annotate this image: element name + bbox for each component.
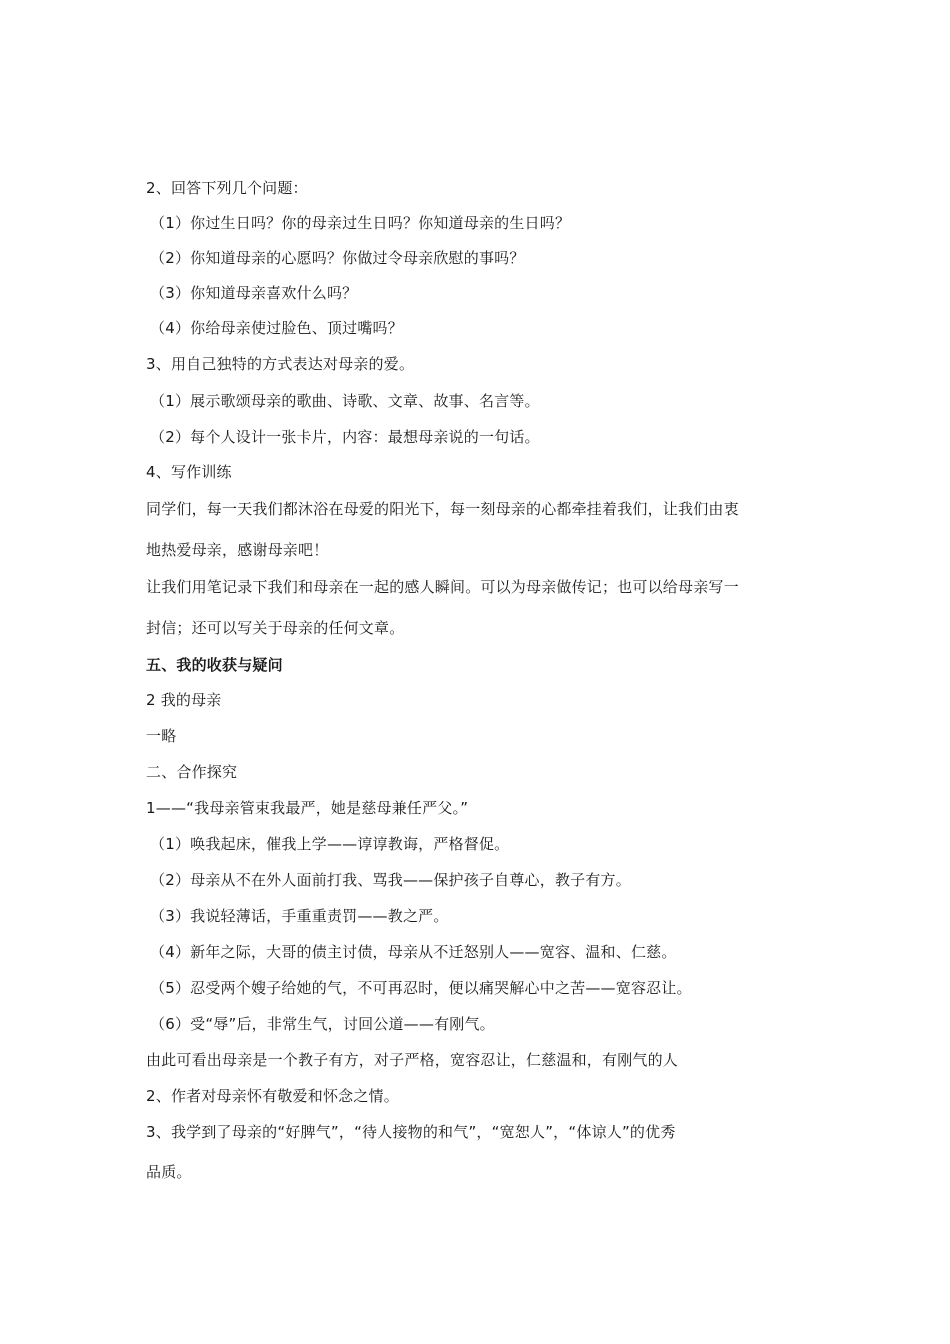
lesson-title: 2 我的母亲 (146, 691, 222, 709)
analysis-item-1: （1）唤我起床，催我上学——谆谆教诲，严格督促。 (150, 835, 510, 853)
analysis-item-6: （6）受“辱”后，非常生气，讨回公道——有刚气。 (150, 1015, 495, 1033)
question-4: （4）你给母亲使过脸色、顶过嘴吗？ (150, 319, 403, 337)
writing-paragraph-2b: 封信；还可以写关于母亲的任何文章。 (146, 619, 405, 637)
answer-3b: 品质。 (146, 1163, 192, 1181)
question-3: （3）你知道母亲喜欢什么吗？ (150, 284, 358, 302)
question-1: （1）你过生日吗？你的母亲过生日吗？你知道母亲的生日吗？ (150, 214, 571, 232)
writing-paragraph-1b: 地热爱母亲，感谢母亲吧！ (146, 541, 329, 559)
section-heading-5: 五、我的收获与疑问 (146, 656, 283, 674)
express-item-1: （1）展示歌颂母亲的歌曲、诗歌、文章、故事、名言等。 (150, 392, 540, 410)
quote-line: 1——“我母亲管束我最严，她是慈母兼任严父。” (146, 799, 469, 817)
analysis-item-2: （2）母亲从不在外人面前打我、骂我——保护孩子自尊心，教子有方。 (150, 871, 631, 889)
analysis-item-4: （4）新年之际，大哥的债主讨债，母亲从不迁怒别人——宽容、温和、仁慈。 (150, 943, 677, 961)
section-heading-4: 4、写作训练 (146, 463, 232, 481)
answer-3a: 3、我学到了母亲的“好脾气”，“待人接物的和气”，“宽恕人”，“体谅人”的优秀 (146, 1123, 676, 1141)
analysis-item-5: （5）忍受两个嫂子给她的气，不可再忍时，便以痛哭解心中之苦——宽容忍让。 (150, 979, 692, 997)
writing-paragraph-1a: 同学们，每一天我们都沐浴在母爱的阳光下，每一刻母亲的心都牵挂着我们，让我们由衷 (146, 500, 739, 518)
summary-line: 由此可看出母亲是一个教子有方，对子严格，宽容忍让，仁慈温和，有刚气的人 (146, 1051, 679, 1069)
part-two-heading: 二、合作探究 (146, 763, 238, 781)
writing-paragraph-2a: 让我们用笔记录下我们和母亲在一起的感人瞬间。可以为母亲做传记；也可以给母亲写一 (146, 578, 739, 596)
section-heading-3: 3、用自己独特的方式表达对母亲的爱。 (146, 355, 415, 373)
analysis-item-3: （3）我说轻薄话，手重重责罚——教之严。 (150, 907, 449, 925)
answer-2: 2、作者对母亲怀有敬爱和怀念之情。 (146, 1087, 399, 1105)
question-2: （2）你知道母亲的心愿吗？你做过令母亲欣慰的事吗？ (150, 249, 525, 267)
part-one: 一略 (146, 727, 177, 745)
express-item-2: （2）每个人设计一张卡片，内容：最想母亲说的一句话。 (150, 428, 540, 446)
question-heading-2: 2、回答下列几个问题： (146, 179, 308, 197)
